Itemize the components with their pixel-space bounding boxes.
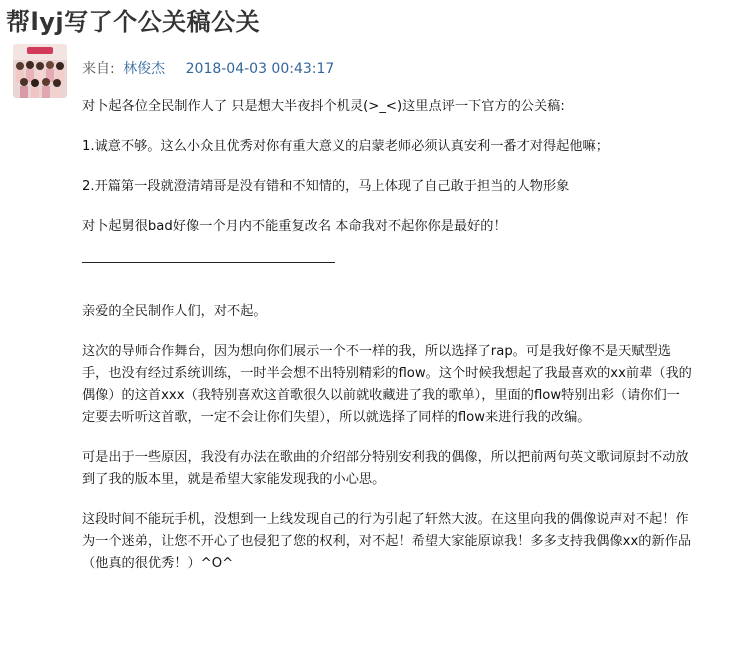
avatar[interactable] bbox=[13, 44, 67, 98]
post-title: 帮lyj写了个公关稿公关 bbox=[6, 8, 261, 36]
post-body bbox=[82, 96, 692, 593]
paragraph: 2.开篇第一段就澄清靖哥是没有错和不知情的，马上体现了自己敢于担当的人物形象 bbox=[82, 179, 570, 194]
paragraph: 对卜起各位全民制作人了 只是想大半夜抖个机灵(>_<)这里点评一下官方的公关稿: bbox=[82, 99, 565, 114]
paragraph: 这次的导师合作舞台，因为想向你们展示一个不一样的我，所以选择了rap。可是我好像不是天赋型选手，也没有经过系统训练，一时半会想不出特别精彩的flow。这个时候我想起了我最喜欢的xx前辈（我的偶像）的这首xxx（我特别喜欢这首歌很久以前就收藏进了我的歌单），里面的flow特别出彩（请你们一定要去听听这首歌，一定不会让你们失望），所以就选择了同样的flow来进行我的改编。 bbox=[82, 344, 692, 425]
from-label: 来自: bbox=[82, 61, 115, 77]
paragraph: 1.诚意不够。这么小众且优秀对你有重大意义的启蒙老师必须认真安利一番才对得起他嘛； bbox=[82, 139, 609, 154]
paragraph: 这段时间不能玩手机，没想到一上线发现自己的行为引起了轩然大波。在这里向我的偶像说声对不起！作为一个迷弟，让您不开心了也侵犯了您的权利，对不起！希望大家能原谅我！多多支持我偶像xx的新作品（他真的很优秀！）^O^ bbox=[82, 512, 692, 571]
post-timestamp: 2018-04-03 00:43:17 bbox=[185, 61, 335, 77]
avatar-image bbox=[13, 44, 67, 98]
paragraph: 对卜起舅很bad好像一个月内不能重复改名 本命我对不起你你是最好的！ bbox=[82, 219, 507, 234]
paragraph: 亲爱的全民制作人们，对不起。 bbox=[82, 304, 267, 319]
post-meta bbox=[82, 58, 334, 78]
paragraph: 可是出于一些原因，我没有办法在歌曲的介绍部分特别安利我的偶像，所以把前两句英文歌词原封不动放到了我的版本里，就是希望大家能发现我的小心思。 bbox=[82, 450, 689, 487]
author-link[interactable]: 林俊杰 bbox=[123, 61, 166, 77]
divider bbox=[82, 262, 335, 263]
